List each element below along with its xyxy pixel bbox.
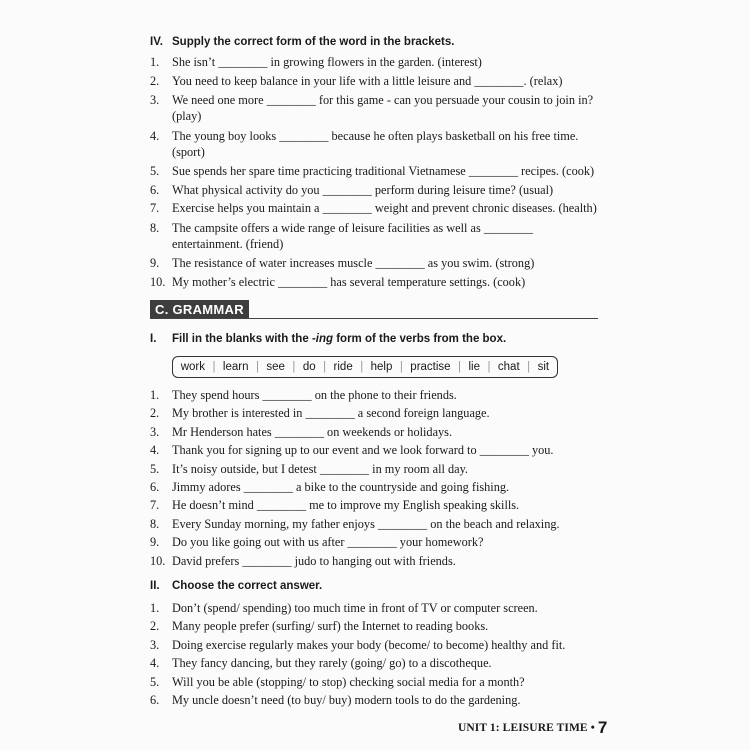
section-i-list [150,386,600,570]
grammar-section-label: C. GRAMMAR [150,300,249,319]
list-item: 9. The resistance of water increases muscle ________ as you swim. (strong) [150,255,535,270]
section-iv-heading: IV. Supply the correct form of the word in the brackets. [150,36,455,48]
section-divider [150,318,598,319]
unit-label: UNIT 1: LEISURE TIME [458,722,588,734]
word-box-item: work [180,361,205,373]
list-item: 7. Exercise helps you maintain a ________ weight and prevent chronic diseases. (health) [150,201,597,216]
list-item: 2. Many people prefer (surfing/ surf) the Internet to reading books. [150,619,489,634]
list-item: 1. She isn’t ________ in growing flowers in the garden. (interest) [150,55,482,69]
list-item: 4. The young boy looks ________ because he often plays basketball on his free time. (sport) [150,129,579,160]
list-item: 5. Sue spends her spare time practicing traditional Vietnamese ________ recipes. (cook) [150,164,595,179]
list-item: 3. Mr Henderson hates ________ on weekends or holidays. [150,424,453,439]
section-iv-list [150,53,600,291]
word-box-item: help [370,361,393,373]
list-item: 6. What physical activity do you ________ perform during leisure time? (usual) [150,182,554,197]
list-item: 5. Will you be able (stopping/ to stop) checking social media for a month? [150,674,525,689]
word-box-item: chat [497,361,520,373]
list-item: 9. Do you like going out with us after ________ your homework? [150,535,484,550]
word-box-item: sit [537,361,550,373]
page-footer [458,718,607,738]
word-box-item: ride [333,361,353,373]
list-item: 8. The campsite offers a wide range of leisure facilities as well as ________ entertainment. (friend) [150,220,534,251]
list-item: 7. He doesn’t mind ________ me to improve my English speaking skills. [150,498,520,513]
section-ii-list [150,599,600,709]
section-ii-heading: II. Choose the correct answer. [150,580,323,592]
word-box-item: do [302,361,316,373]
list-item: 2. My brother is interested in ________ a second foreign language. [150,406,490,421]
list-item: 4. They fancy dancing, but they rarely (going/ go) to a discotheque. [150,656,492,671]
list-item: 10. David prefers ________ judo to hanging out with friends. [150,553,456,568]
list-item: 2. You need to keep balance in your life with a little leisure and ________. (relax) [150,73,563,88]
list-item: 6. Jimmy adores ________ a bike to the countryside and going fishing. [150,480,510,495]
word-box-item: practise [410,361,451,373]
list-item: 6. My uncle doesn’t need (to buy/ buy) modern tools to do the gardening. [150,693,521,708]
word-box-item: lie [468,361,480,373]
list-item: 3. Doing exercise regularly makes your body (become/ to become) healthy and fit. [150,637,566,652]
list-item: 1. Don’t (spend/ spending) too much time in front of TV or computer screen. [150,601,538,615]
word-box-item: learn [222,361,249,373]
word-box-item: see [266,361,285,373]
list-item: 5. It’s noisy outside, but I detest ________ in my room all day. [150,461,469,476]
list-item: 10. My mother’s electric ________ has several temperature settings. (cook) [150,274,526,289]
word-box: work | learn | see | do | ride | help | practise | lie | chat | sit [172,356,558,378]
page-number: 7 [597,718,608,737]
list-item: 1. They spend hours ________ on the phone to their friends. [150,388,457,402]
list-item: 3. We need one more ________ for this game - can you persuade your cousin to join in? (play) [150,93,594,124]
list-item: 4. Thank you for signing up to our event and we look forward to ________ you. [150,443,554,458]
bullet-separator: • [590,722,595,734]
list-item: 8. Every Sunday morning, my father enjoys ________ on the beach and relaxing. [150,516,560,531]
section-i-heading: I. Fill in the blanks with the -ing form of the verbs from the box. [150,333,507,345]
